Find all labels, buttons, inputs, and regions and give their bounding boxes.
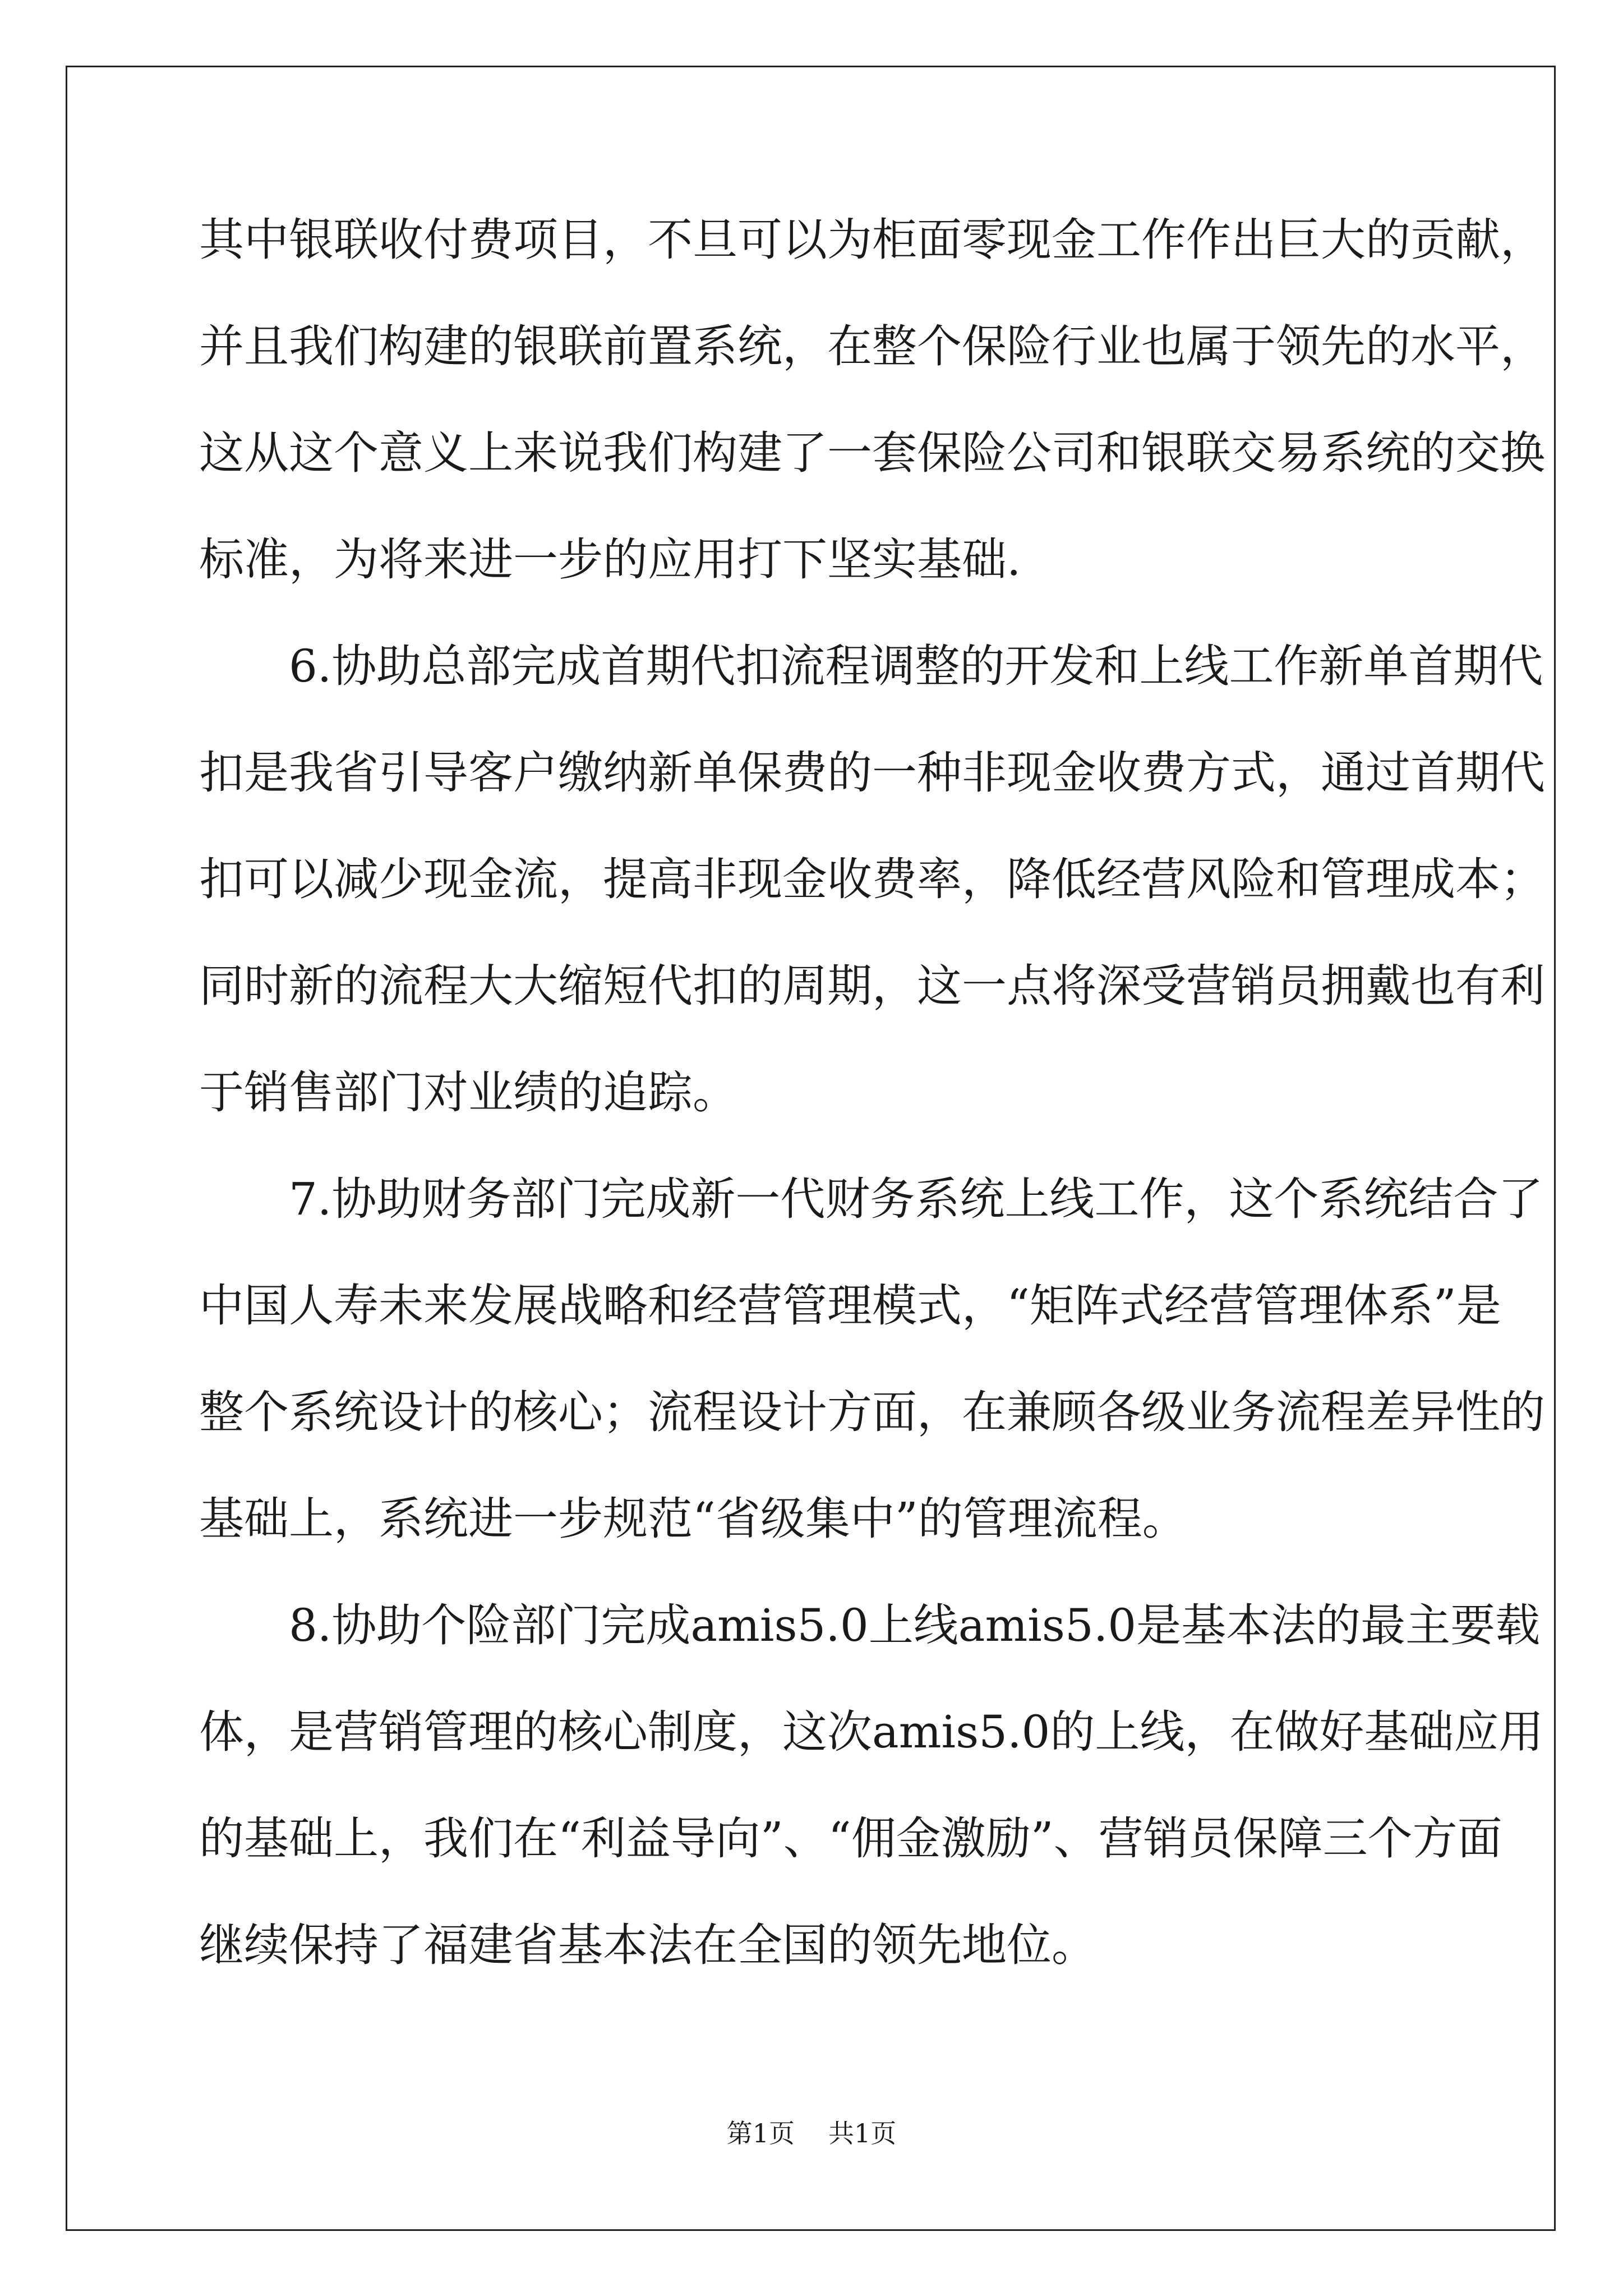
text-line: 整个系统设计的核心；流程设计方面，在兼顾各级业务流程差异性的 — [199, 1386, 1545, 1438]
text-line: 同时新的流程大大缩短代扣的周期，这一点将深受营销员拥戴也有利 — [199, 960, 1545, 1012]
text-line: 中国人寿未来发展战略和经营管理模式，“矩阵式经营管理体系”是 — [199, 1280, 1501, 1332]
text-line: 并且我们构建的银联前置系统，在整个保险行业也属于领先的水平， — [199, 320, 1545, 372]
text-line: 这从这个意义上来说我们构建了一套保险公司和银联交易系统的交换 — [199, 427, 1545, 479]
text-line: 于销售部门对业绩的追踪。 — [199, 1066, 737, 1119]
page-footer — [0, 2118, 1623, 2149]
paragraph-7-start: 7.协助财务部门完成新一代财务系统上线工作，这个系统结合了 — [289, 1173, 1543, 1225]
text-line: 继续保持了福建省基本法在全国的领先地位。 — [199, 1919, 1096, 1971]
page-total: 共1页 — [828, 2118, 897, 2148]
paragraph-8-start: 8.协助个险部门完成amis5.0上线amis5.0是基本法的最主要载 — [289, 1599, 1541, 1651]
paragraph-6-start: 6.协助总部完成首期代扣流程调整的开发和上线工作新单首期代 — [289, 640, 1543, 692]
text-line: 标准，为将来进一步的应用打下坚实基础. — [199, 533, 1021, 586]
text-line: 体，是营销管理的核心制度，这次amis5.0的上线，在做好基础应用 — [199, 1706, 1544, 1758]
text-line: 的基础上，我们在“利益导向”、“佣金激励”、营销员保障三个方面 — [199, 1812, 1502, 1865]
document-body — [199, 213, 1545, 2025]
text-line: 基础上，系统进一步规范“省级集中”的管理流程。 — [199, 1493, 1187, 1545]
page-number: 第1页 — [726, 2118, 795, 2148]
text-line: 扣是我省引导客户缴纳新单保费的一种非现金收费方式，通过首期代 — [199, 747, 1545, 799]
text-line: 其中银联收付费项目，不旦可以为柜面零现金工作作出巨大的贡献， — [199, 214, 1545, 266]
text-line: 扣可以减少现金流，提高非现金收费率，降低经营风险和管理成本； — [199, 853, 1545, 905]
